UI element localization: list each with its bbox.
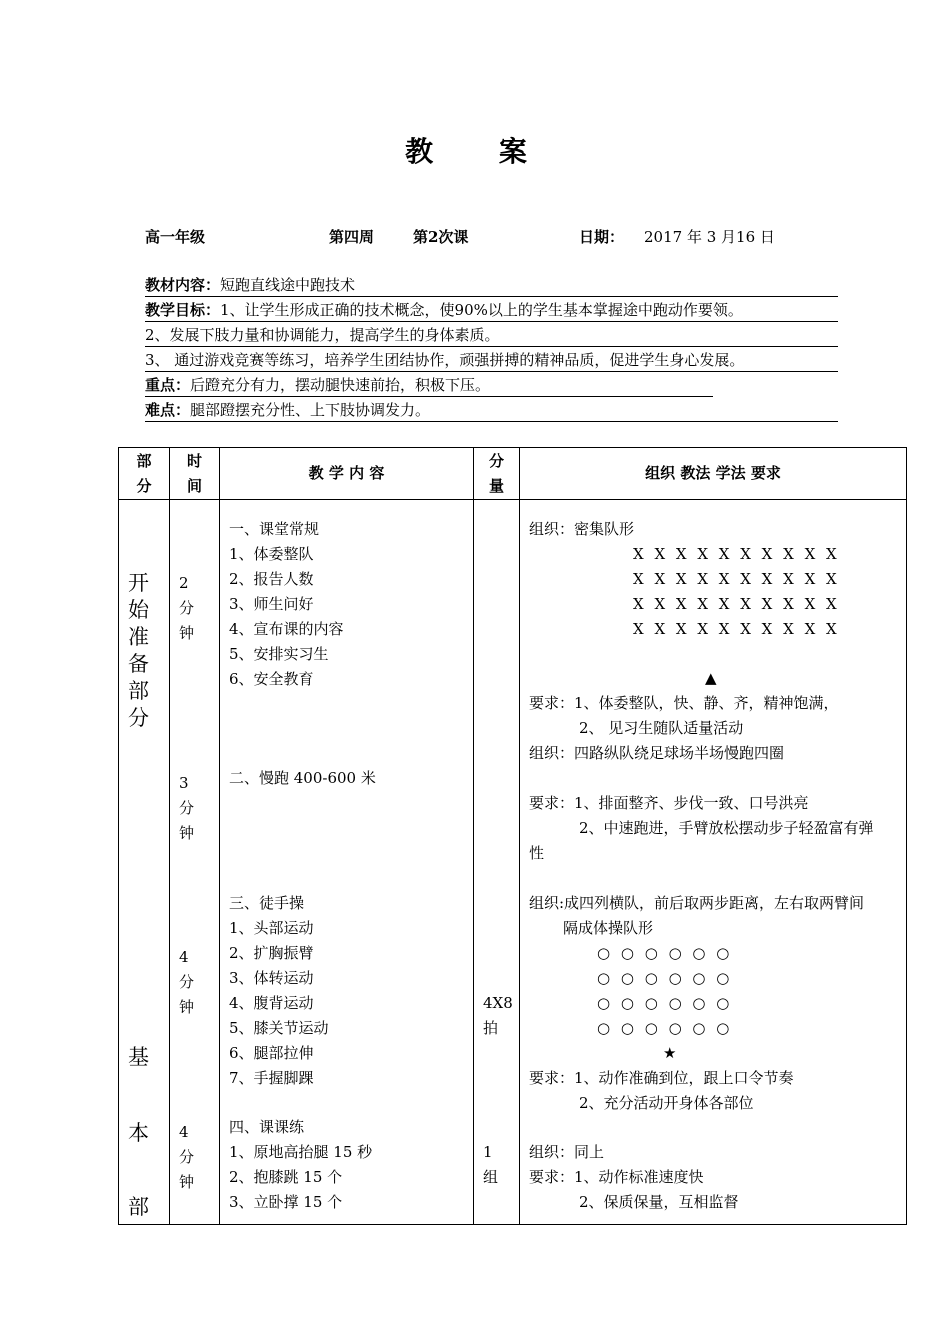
grade: 高一年级 [145,228,206,246]
header-part: 部 分 [119,448,170,500]
formation-row: ○ ○ ○ ○ ○ ○ [597,994,733,1012]
difficulty-label: 难点： [145,401,191,419]
lesson-table [118,447,907,1225]
goal-label: 教学目标： [145,301,221,319]
goal-line [145,299,838,322]
content-heading: 二、慢跑 400-600 米 [229,769,376,787]
content-heading: 一、课堂常规 [229,520,320,538]
content-value: 短跑直线途中跑技术 [220,276,356,294]
content-heading: 四、课课练 [229,1118,305,1136]
content-line [145,274,838,297]
header-time: 时 间 [170,448,220,500]
lesson-number: 第2次课 [413,228,469,246]
formation-row: X X X X X X X X X X [633,620,840,638]
date-label: 日期： [579,228,625,246]
formation-row: ○ ○ ○ ○ ○ ○ [597,944,733,962]
formation-row: ○ ○ ○ ○ ○ ○ [597,1019,733,1037]
week: 第四周 [329,228,375,246]
part-cell: 开 始 准 备 部 分 基 本 部 [119,500,170,1225]
formation-row: X X X X X X X X X X [633,595,840,613]
difficulty-value: 腿部蹬摆充分性、上下肢协调发力。 [190,401,431,419]
formation-row: X X X X X X X X X X [633,545,840,563]
amount-cell: 4X8 拍 1 组 [474,500,520,1225]
teacher-star-icon: ★ [663,1044,677,1062]
date-value: 2017 年 3 月16 日 [644,228,775,246]
time-cell: 2 分 钟 3 分 钟 4 分 钟 4 分 钟 [170,500,220,1225]
org-cell: 组织：密集队形 X X X X X X X X X X X X X X X X X X X X X X X X X X X X X X X X X X X X X X X X ▲ 要求：1、体委整队，快、静、齐，精神饱满， 2、 见习生随队适量活动 组织：四路纵队绕足球场半场慢跑四圈 要求：1、排面整齐、步伐一致、口号洪亮 2、中速跑进，手臂放松摆动步子轻盈富有弹 性 组织:成四列横队，前后取两步距离，左右取两臂间 隔成体操队形 ○ ○ ○ ○ ○ ○ ○ ○ ○ ○ ○ ○ ○ ○ ○ ○ ○ ○ ○ ○ ○ ○ ○ ○ ★ 要求：1、动作准确到位，跟上口令节奏 2、充分活动开身体各部位 组织：同上 要求：1、动作标准速度快 2、保质保量，互相监督 [520,500,907,1225]
table-header-row [119,448,907,500]
formation-row: ○ ○ ○ ○ ○ ○ [597,969,733,987]
header-amount: 分 量 [474,448,520,500]
key-value: 后蹬充分有力，摆动腿快速前抬，积极下压。 [190,376,491,394]
page-title: 教 案 [405,135,555,168]
difficulty-line [145,399,838,422]
header-org: 组织 教法 学法 要求 [520,448,907,500]
key-label: 重点： [145,376,191,394]
table-row [119,500,907,1225]
content-label: 教材内容： [145,276,221,294]
header-content: 教 学 内 容 [220,448,474,500]
teacher-triangle-icon: ▲ [705,669,717,687]
content-heading: 三、徒手操 [229,894,305,912]
goal-1: 1、让学生形成正确的技术概念，使90%以上的学生基本掌握途中跑动作要领。 [220,301,743,319]
key-line [145,374,713,397]
goal-2: 2、发展下肢力量和协调能力，提高学生的身体素质。 [145,324,838,347]
formation-row: X X X X X X X X X X [633,570,840,588]
content-cell: 一、课堂常规 1、体委整队 2、报告人数 3、师生问好 4、宣布课的内容 5、安排实习生 6、安全教育 二、慢跑 400-600 米 三、徒手操 1、头部运动 2、扩胸振臂 3、体转运动 4、腹背运动 5、膝关节运动 6、腿部拉伸 7、手握脚踝 四、课课练 1、原地高抬腿 15 秒 2、抱膝跳 15 个 3、立卧撑 15 个 [220,500,474,1225]
goal-3: 3、 通过游戏竞赛等练习，培养学生团结协作，顽强拼搏的精神品质，促进学生身心发展。 [145,349,838,372]
